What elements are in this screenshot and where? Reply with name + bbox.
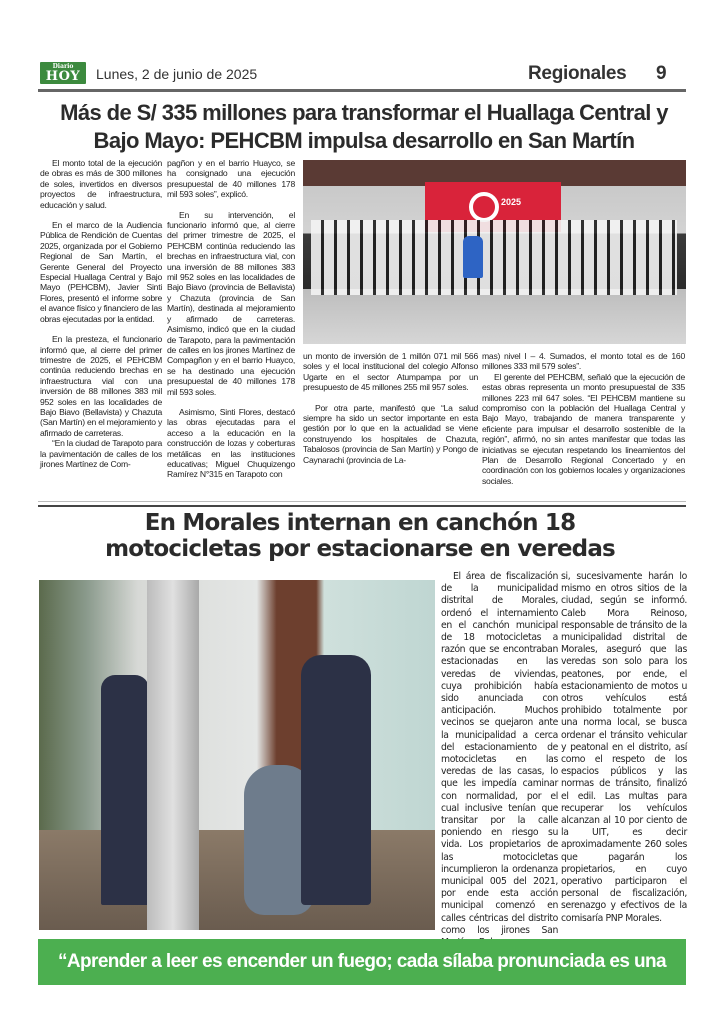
utility-pole [147,580,199,930]
quote-banner [38,939,686,1018]
officer-left [101,675,149,905]
article2-headline-line2: motocicletas por estacionarse en veredas [105,536,615,562]
paragraph: El monto total de la ejecución de obras es más de 300 millones de soles, invertidos en diversos proyectos de infraestructura, educación y salud. [40,158,162,210]
article2-column-2 [561,571,687,925]
logo-top-text: Diario [52,63,74,70]
woman-blue-dress [463,236,483,278]
newspaper-logo [40,62,86,84]
article1-column-2 [167,158,295,490]
article1-headline-line2: Bajo Mayo: PEHCBM impulsa desarrollo en San Martín [93,128,635,153]
quote-text: “Aprender a leer es encender un fuego; cada sílaba pronunciada es una chispa”. [58,951,666,1018]
paragraph: El área de fiscalización de la municipalidad distrital de Morales, ordenó el internamiento en el canchón municipal de 18 motocicletas a razón que se encontraban estacionadas en las veredas de viviendas, cuya prohibición había sido anunciada con anticipación. Muchos vecinos se quejaron ante la municipalidad a cerca del estacionamiento de motocicletas en las veredas de las casas, lo que les impedía caminar con normalidad, por el cual inclusive tenían que transitar por la calle poniendo en riesgo su vida. Los propietarios de las motocicletas incumplieron la ordenanza municipal 005 del 2021, por ende esta acción municipal comenzó en calles céntricas del distrito como los jirones San [441,571,558,936]
paragraph: un monto de inversión de 1 millón 071 mil 566 soles y el local institucional del colegio Alfonso Ugarte en el sector Atumpampa por un presupuesto de 45 millones 255 mil 957 soles. [303,351,478,393]
screen-year: 2025 [501,197,522,207]
paragraph: si, sucesivamente harán lo mismo en otros sitios de la ciudad, según se informó. Caleb Mora Reinoso, responsable de tránsito de la municipalidad distrital de Morales, aseguró que las veredas son solo para los peatones, por ende, el estacionamiento de motos u otros vehículos está prohibido totalmente por una norma local, se busca ordenar el tránsito vehicular y peatonal en el distrito, así como el respeto de los espacios públicos y las normas de tránsito, finalizó el edil. Las multas para recuperar los vehículos alcanzan al 10 por ciento de la UIT, es decir aproximadamente 260 soles que pagarán los propietarios, en cuyo operativo participaron el personal de fiscalización, serenazgo y efectivos de la comisaría PNP Morales. [561,571,687,924]
article2-headline [60,510,660,562]
article-separator [38,505,686,507]
logo-main-text: HOY [45,69,81,84]
paragraph: pagñon y en el barrio Huayco, se ha consignado una ejecución presupuestal de 40 millones 178 mil 593 soles”, explicó. [167,158,295,200]
paragraph: En su intervención, el funcionario informó que, al cierre del primer trimestre de 2025, el PEHCBM continúa reduciendo las brechas en infraestructura vial, con una inversión de 88 millones 383 mil 952 soles en las localidades de Bajo Biavo (provincia de Bellavista) y Chazuta (provincia de San Martín), destinada al mejoramiento y afirmado de carreteras. Asimismo, indicó que en la ciudad de Tarapoto, para la pavimentación de calles en los jirones Martínez de Compagñon y en el barrio Huayco, se ha destinado una ejecución presupuestal de 40 millones 178 mil 593 soles. [167,209,295,397]
article1-headline-line1: Más de S/ 335 millones para transformar el Huallaga Central y [60,100,668,125]
article2-photo [39,580,435,930]
article2-headline-line1: En Morales internan en canchón 18 [144,510,576,536]
header-rule [38,89,686,92]
issue-date: Lunes, 2 de junio de 2025 [96,66,258,82]
article-separator-thin [38,501,686,502]
sidewalk [39,830,435,930]
article1-column-4 [482,351,685,496]
article1-column-3 [303,351,478,475]
paragraph: En la presteza, el funcionario informó que, al cierre del primer trimestre de 2025, el PEHCBM continúa reduciendo brechas en infraestructura vial con una inversión de 88 millones 383 mil 952 soles en las localidades de Bajo Biavo (Bellavista) y Chazuta (San Martín) en el mejoramiento y afirmado de carreteras. [40,334,162,438]
paragraph: Por otra parte, manifestó que “La salud siempre ha sido un sector importante en esta gestión por lo que en la actualidad se viene construyendo los hospitales de Chazuta, Tabalosos (provincia de San Martín) y Pongo de Caynarachi (provincia de La- [303,402,478,465]
article2-column-1 [441,571,558,949]
paragraph: mas) nivel I – 4. Sumados, el monto total es de 160 millones 333 mil 579 soles”. [482,351,685,372]
logo-ring-icon [469,192,499,222]
paragraph: “En la ciudad de Tarapoto para la pavimentación de calles de los jirones Martínez de Com- [40,438,162,469]
article1-column-1 [40,158,162,479]
paragraph: En el marco de la Audiencia Pública de Rendición de Cuentas 2025, organizada por el Gobierno Regional de San Martín, el Gerente General del Proyecto Especial Huallaga Central y Bajo Mayo (PEHCBM), Javier Sinti Flores, presentó el informe sobre el avance físico y financiero de las obras ejecutadas por la entidad. [40,220,162,324]
page-number: 9 [656,63,667,84]
group-of-people [311,220,677,295]
article1-group-photo [303,160,686,344]
officer-right [301,655,371,905]
section-title: Regionales [528,63,627,84]
paragraph: Asimismo, Sinti Flores, destacó las obras ejecutadas para el acceso a la educación en la construcción de lozas y coberturas metálicas en las instituciones educativas; Miguel Chuquizengo Ramírez N°315 en Tarapoto con [167,406,295,480]
paragraph: El gerente del PEHCBM, señaló que la ejecución de estas obras representa un monto presupuestal de 335 millones 223 mil 647 soles. “El PEHCBM mantiene su compromiso con la población del Huallaga Central y Bajo Mayo, trabajando de manera transparente y eficiente para impulsar el desarrollo sostenible de la región”, afirmó, no sin antes manifestar que todas las iniciativas se ejecutan respetando los lineamientos del Plan de Desarrollo Regional Concertado y en coordinación con los gobiernos locales y organizaciones sociales. [482,371,685,486]
article1-headline [40,99,688,155]
